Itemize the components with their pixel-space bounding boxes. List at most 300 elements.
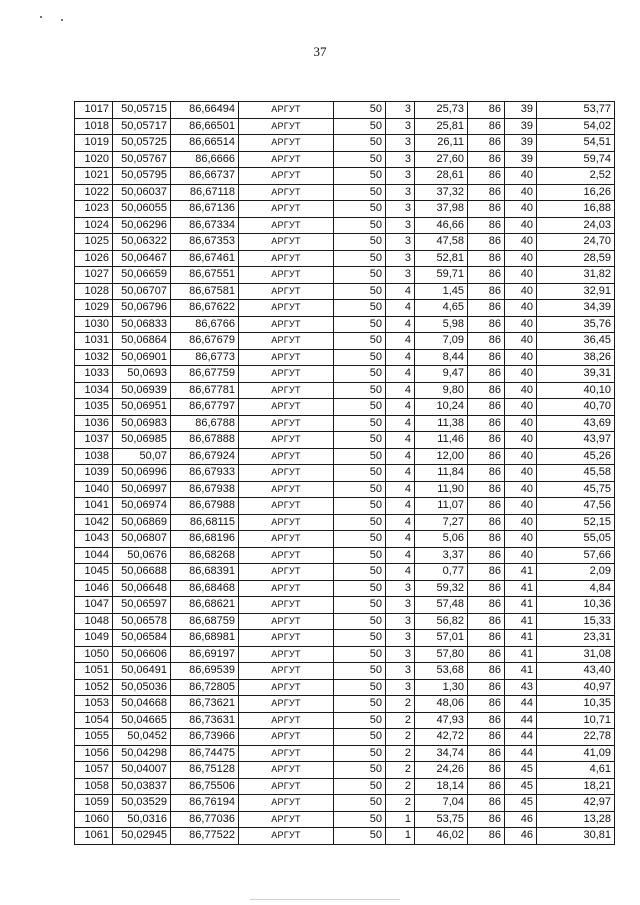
lat-seconds-cell: 1,30 [415, 679, 468, 696]
row-number-cell: 1018 [75, 118, 113, 135]
lat-minutes-cell: 1 [386, 828, 415, 845]
longitude-cell: 86,67924 [171, 448, 239, 465]
longitude-cell: 86,67136 [171, 201, 239, 218]
table-row [75, 696, 615, 713]
lat-minutes-cell: 4 [386, 316, 415, 333]
row-number-cell: 1054 [75, 712, 113, 729]
longitude-cell: 86,66501 [171, 118, 239, 135]
lon-minutes-cell: 40 [505, 399, 537, 416]
table-row [75, 250, 615, 267]
lon-seconds-cell: 40,97 [537, 679, 615, 696]
row-number-cell: 1041 [75, 498, 113, 515]
lat-seconds-cell: 11,07 [415, 498, 468, 515]
lon-seconds-cell: 22,78 [537, 729, 615, 746]
lon-seconds-cell: 4,61 [537, 762, 615, 779]
river-name-cell: АРГУТ [239, 613, 334, 630]
table-row [75, 135, 615, 152]
river-name-cell: АРГУТ [239, 102, 334, 119]
lon-seconds-cell: 54,02 [537, 118, 615, 135]
latitude-cell: 50,05767 [113, 151, 171, 168]
lon-minutes-cell: 39 [505, 135, 537, 152]
table-row [75, 267, 615, 284]
table-row [75, 168, 615, 185]
lat-degrees-cell: 50 [334, 217, 386, 234]
lat-degrees-cell: 50 [334, 448, 386, 465]
latitude-cell: 50,0693 [113, 366, 171, 383]
longitude-cell: 86,6766 [171, 316, 239, 333]
lat-minutes-cell: 4 [386, 349, 415, 366]
lon-degrees-cell: 86 [468, 679, 505, 696]
table-row [75, 679, 615, 696]
latitude-cell: 50,0676 [113, 547, 171, 564]
river-name-cell: АРГУТ [239, 300, 334, 317]
table-row [75, 481, 615, 498]
lon-seconds-cell: 43,97 [537, 432, 615, 449]
longitude-cell: 86,68621 [171, 597, 239, 614]
table-row [75, 349, 615, 366]
lat-minutes-cell: 3 [386, 679, 415, 696]
lat-minutes-cell: 4 [386, 432, 415, 449]
latitude-cell: 50,03837 [113, 778, 171, 795]
longitude-cell: 86,68196 [171, 531, 239, 548]
lon-degrees-cell: 86 [468, 151, 505, 168]
lat-seconds-cell: 52,81 [415, 250, 468, 267]
scan-speck [40, 16, 42, 18]
lon-minutes-cell: 40 [505, 283, 537, 300]
river-name-cell: АРГУТ [239, 762, 334, 779]
lon-degrees-cell: 86 [468, 762, 505, 779]
lat-minutes-cell: 3 [386, 250, 415, 267]
table-row [75, 613, 615, 630]
lon-seconds-cell: 10,35 [537, 696, 615, 713]
lat-degrees-cell: 50 [334, 481, 386, 498]
longitude-cell: 86,77522 [171, 828, 239, 845]
lon-degrees-cell: 86 [468, 300, 505, 317]
latitude-cell: 50,0316 [113, 811, 171, 828]
scan-edge-line [250, 899, 400, 900]
lon-degrees-cell: 86 [468, 267, 505, 284]
lon-seconds-cell: 45,58 [537, 465, 615, 482]
lon-degrees-cell: 86 [468, 135, 505, 152]
lon-degrees-cell: 86 [468, 597, 505, 614]
lat-minutes-cell: 1 [386, 811, 415, 828]
lat-minutes-cell: 3 [386, 646, 415, 663]
lat-minutes-cell: 4 [386, 531, 415, 548]
latitude-cell: 50,06467 [113, 250, 171, 267]
row-number-cell: 1037 [75, 432, 113, 449]
table-row [75, 151, 615, 168]
lat-seconds-cell: 11,84 [415, 465, 468, 482]
table-row [75, 399, 615, 416]
lon-seconds-cell: 57,66 [537, 547, 615, 564]
lat-seconds-cell: 34,74 [415, 745, 468, 762]
latitude-cell: 50,06707 [113, 283, 171, 300]
row-number-cell: 1017 [75, 102, 113, 119]
lat-degrees-cell: 50 [334, 283, 386, 300]
lat-minutes-cell: 2 [386, 745, 415, 762]
lon-minutes-cell: 41 [505, 597, 537, 614]
longitude-cell: 86,67759 [171, 366, 239, 383]
lon-degrees-cell: 86 [468, 613, 505, 630]
lat-minutes-cell: 3 [386, 234, 415, 251]
lon-degrees-cell: 86 [468, 663, 505, 680]
latitude-cell: 50,03529 [113, 795, 171, 812]
lat-seconds-cell: 59,32 [415, 580, 468, 597]
lon-seconds-cell: 13,28 [537, 811, 615, 828]
lat-degrees-cell: 50 [334, 432, 386, 449]
row-number-cell: 1053 [75, 696, 113, 713]
table-row [75, 234, 615, 251]
river-name-cell: АРГУТ [239, 712, 334, 729]
lon-seconds-cell: 28,59 [537, 250, 615, 267]
lat-seconds-cell: 59,71 [415, 267, 468, 284]
river-name-cell: АРГУТ [239, 498, 334, 515]
latitude-cell: 50,04007 [113, 762, 171, 779]
lat-minutes-cell: 3 [386, 597, 415, 614]
row-number-cell: 1025 [75, 234, 113, 251]
lon-seconds-cell: 41,09 [537, 745, 615, 762]
longitude-cell: 86,73966 [171, 729, 239, 746]
lon-seconds-cell: 40,10 [537, 382, 615, 399]
lon-degrees-cell: 86 [468, 745, 505, 762]
river-name-cell: АРГУТ [239, 663, 334, 680]
row-number-cell: 1042 [75, 514, 113, 531]
lat-degrees-cell: 50 [334, 333, 386, 350]
lat-seconds-cell: 27,60 [415, 151, 468, 168]
lon-minutes-cell: 40 [505, 333, 537, 350]
table-row [75, 465, 615, 482]
latitude-cell: 50,06997 [113, 481, 171, 498]
lat-minutes-cell: 3 [386, 663, 415, 680]
latitude-cell: 50,06606 [113, 646, 171, 663]
lat-degrees-cell: 50 [334, 465, 386, 482]
lon-minutes-cell: 39 [505, 151, 537, 168]
lat-minutes-cell: 2 [386, 795, 415, 812]
lon-minutes-cell: 40 [505, 432, 537, 449]
lon-minutes-cell: 40 [505, 448, 537, 465]
row-number-cell: 1044 [75, 547, 113, 564]
latitude-cell: 50,04665 [113, 712, 171, 729]
lon-degrees-cell: 86 [468, 828, 505, 845]
longitude-cell: 86,67781 [171, 382, 239, 399]
latitude-cell: 50,07 [113, 448, 171, 465]
longitude-cell: 86,68115 [171, 514, 239, 531]
lat-seconds-cell: 11,38 [415, 415, 468, 432]
river-name-cell: АРГУТ [239, 729, 334, 746]
lon-minutes-cell: 44 [505, 745, 537, 762]
row-number-cell: 1021 [75, 168, 113, 185]
lat-minutes-cell: 4 [386, 547, 415, 564]
lon-degrees-cell: 86 [468, 778, 505, 795]
lon-seconds-cell: 2,52 [537, 168, 615, 185]
table-body [75, 102, 615, 845]
lat-degrees-cell: 50 [334, 745, 386, 762]
lat-seconds-cell: 57,48 [415, 597, 468, 614]
river-name-cell: АРГУТ [239, 234, 334, 251]
lat-degrees-cell: 50 [334, 366, 386, 383]
river-name-cell: АРГУТ [239, 250, 334, 267]
lat-minutes-cell: 3 [386, 184, 415, 201]
row-number-cell: 1052 [75, 679, 113, 696]
lat-degrees-cell: 50 [334, 778, 386, 795]
lat-seconds-cell: 26,11 [415, 135, 468, 152]
page-number: 37 [313, 44, 327, 59]
latitude-cell: 50,04298 [113, 745, 171, 762]
lat-degrees-cell: 50 [334, 316, 386, 333]
lon-degrees-cell: 86 [468, 184, 505, 201]
lon-seconds-cell: 10,36 [537, 597, 615, 614]
lon-degrees-cell: 86 [468, 498, 505, 515]
lat-degrees-cell: 50 [334, 349, 386, 366]
lat-seconds-cell: 9,47 [415, 366, 468, 383]
lon-degrees-cell: 86 [468, 696, 505, 713]
lat-seconds-cell: 25,73 [415, 102, 468, 119]
longitude-cell: 86,75506 [171, 778, 239, 795]
lat-seconds-cell: 8,44 [415, 349, 468, 366]
lat-seconds-cell: 48,06 [415, 696, 468, 713]
lat-minutes-cell: 2 [386, 778, 415, 795]
lat-degrees-cell: 50 [334, 300, 386, 317]
lon-minutes-cell: 41 [505, 613, 537, 630]
lat-minutes-cell: 4 [386, 415, 415, 432]
lat-degrees-cell: 50 [334, 547, 386, 564]
longitude-cell: 86,67622 [171, 300, 239, 317]
lat-seconds-cell: 9,80 [415, 382, 468, 399]
table-row [75, 564, 615, 581]
table-row [75, 580, 615, 597]
lat-minutes-cell: 4 [386, 564, 415, 581]
table-row [75, 316, 615, 333]
longitude-cell: 86,67988 [171, 498, 239, 515]
lon-degrees-cell: 86 [468, 432, 505, 449]
row-number-cell: 1040 [75, 481, 113, 498]
table-row [75, 366, 615, 383]
row-number-cell: 1031 [75, 333, 113, 350]
lat-degrees-cell: 50 [334, 762, 386, 779]
latitude-cell: 50,06597 [113, 597, 171, 614]
lat-seconds-cell: 7,04 [415, 795, 468, 812]
longitude-cell: 86,67581 [171, 283, 239, 300]
lon-minutes-cell: 40 [505, 349, 537, 366]
river-name-cell: АРГУТ [239, 547, 334, 564]
longitude-cell: 86,6666 [171, 151, 239, 168]
river-name-cell: АРГУТ [239, 448, 334, 465]
river-name-cell: АРГУТ [239, 168, 334, 185]
lat-minutes-cell: 4 [386, 300, 415, 317]
lat-degrees-cell: 50 [334, 613, 386, 630]
lat-degrees-cell: 50 [334, 498, 386, 515]
lat-degrees-cell: 50 [334, 135, 386, 152]
river-name-cell: АРГУТ [239, 514, 334, 531]
lon-seconds-cell: 18,21 [537, 778, 615, 795]
lat-degrees-cell: 50 [334, 795, 386, 812]
lon-minutes-cell: 40 [505, 184, 537, 201]
table-row [75, 382, 615, 399]
lon-minutes-cell: 39 [505, 118, 537, 135]
latitude-cell: 50,05795 [113, 168, 171, 185]
lat-degrees-cell: 50 [334, 151, 386, 168]
latitude-cell: 50,06985 [113, 432, 171, 449]
lon-degrees-cell: 86 [468, 102, 505, 119]
lat-degrees-cell: 50 [334, 234, 386, 251]
lat-minutes-cell: 4 [386, 498, 415, 515]
lat-degrees-cell: 50 [334, 250, 386, 267]
latitude-cell: 50,05715 [113, 102, 171, 119]
lon-minutes-cell: 40 [505, 217, 537, 234]
longitude-cell: 86,69539 [171, 663, 239, 680]
lat-minutes-cell: 4 [386, 382, 415, 399]
latitude-cell: 50,06864 [113, 333, 171, 350]
lon-seconds-cell: 47,56 [537, 498, 615, 515]
longitude-cell: 86,67551 [171, 267, 239, 284]
lon-degrees-cell: 86 [468, 366, 505, 383]
lon-minutes-cell: 46 [505, 811, 537, 828]
longitude-cell: 86,68468 [171, 580, 239, 597]
lon-seconds-cell: 39,31 [537, 366, 615, 383]
lon-minutes-cell: 44 [505, 729, 537, 746]
river-name-cell: АРГУТ [239, 432, 334, 449]
longitude-cell: 86,67888 [171, 432, 239, 449]
table-row [75, 630, 615, 647]
lon-minutes-cell: 41 [505, 580, 537, 597]
lat-degrees-cell: 50 [334, 118, 386, 135]
river-name-cell: АРГУТ [239, 283, 334, 300]
river-name-cell: АРГУТ [239, 811, 334, 828]
lon-seconds-cell: 43,40 [537, 663, 615, 680]
lon-minutes-cell: 43 [505, 679, 537, 696]
longitude-cell: 86,66737 [171, 168, 239, 185]
lon-seconds-cell: 53,77 [537, 102, 615, 119]
lat-minutes-cell: 2 [386, 762, 415, 779]
table-row [75, 547, 615, 564]
lon-minutes-cell: 40 [505, 465, 537, 482]
river-name-cell: АРГУТ [239, 465, 334, 482]
lat-minutes-cell: 3 [386, 580, 415, 597]
lon-degrees-cell: 86 [468, 465, 505, 482]
lat-degrees-cell: 50 [334, 811, 386, 828]
table-row [75, 184, 615, 201]
latitude-cell: 50,06491 [113, 663, 171, 680]
longitude-cell: 86,67797 [171, 399, 239, 416]
lon-minutes-cell: 40 [505, 547, 537, 564]
longitude-cell: 86,67461 [171, 250, 239, 267]
river-name-cell: АРГУТ [239, 696, 334, 713]
lat-degrees-cell: 50 [334, 597, 386, 614]
lon-seconds-cell: 15,33 [537, 613, 615, 630]
lat-seconds-cell: 46,02 [415, 828, 468, 845]
lat-minutes-cell: 3 [386, 630, 415, 647]
lat-minutes-cell: 2 [386, 712, 415, 729]
latitude-cell: 50,06983 [113, 415, 171, 432]
river-name-cell: АРГУТ [239, 597, 334, 614]
table-row [75, 498, 615, 515]
row-number-cell: 1043 [75, 531, 113, 548]
lat-seconds-cell: 25,81 [415, 118, 468, 135]
lon-degrees-cell: 86 [468, 729, 505, 746]
lat-seconds-cell: 57,80 [415, 646, 468, 663]
lon-degrees-cell: 86 [468, 646, 505, 663]
table-row [75, 217, 615, 234]
lat-degrees-cell: 50 [334, 201, 386, 218]
lon-seconds-cell: 42,97 [537, 795, 615, 812]
lat-seconds-cell: 28,61 [415, 168, 468, 185]
table-row [75, 283, 615, 300]
lat-seconds-cell: 11,46 [415, 432, 468, 449]
river-name-cell: АРГУТ [239, 267, 334, 284]
lat-seconds-cell: 53,68 [415, 663, 468, 680]
lon-minutes-cell: 41 [505, 646, 537, 663]
latitude-cell: 50,06807 [113, 531, 171, 548]
river-name-cell: АРГУТ [239, 679, 334, 696]
longitude-cell: 86,75128 [171, 762, 239, 779]
lat-degrees-cell: 50 [334, 168, 386, 185]
lon-degrees-cell: 86 [468, 118, 505, 135]
river-name-cell: АРГУТ [239, 349, 334, 366]
row-number-cell: 1051 [75, 663, 113, 680]
row-number-cell: 1026 [75, 250, 113, 267]
row-number-cell: 1022 [75, 184, 113, 201]
lat-seconds-cell: 37,98 [415, 201, 468, 218]
latitude-cell: 50,06688 [113, 564, 171, 581]
river-name-cell: АРГУТ [239, 366, 334, 383]
lon-seconds-cell: 54,51 [537, 135, 615, 152]
row-number-cell: 1030 [75, 316, 113, 333]
coordinates-table [74, 101, 615, 845]
table-row [75, 646, 615, 663]
lat-minutes-cell: 2 [386, 729, 415, 746]
row-number-cell: 1027 [75, 267, 113, 284]
river-name-cell: АРГУТ [239, 201, 334, 218]
lon-degrees-cell: 86 [468, 382, 505, 399]
river-name-cell: АРГУТ [239, 646, 334, 663]
longitude-cell: 86,67938 [171, 481, 239, 498]
lon-seconds-cell: 4,84 [537, 580, 615, 597]
lon-minutes-cell: 40 [505, 168, 537, 185]
lon-degrees-cell: 86 [468, 234, 505, 251]
lat-degrees-cell: 50 [334, 415, 386, 432]
lat-minutes-cell: 3 [386, 151, 415, 168]
table-row [75, 663, 615, 680]
lat-degrees-cell: 50 [334, 828, 386, 845]
row-number-cell: 1045 [75, 564, 113, 581]
lat-minutes-cell: 4 [386, 481, 415, 498]
lat-degrees-cell: 50 [334, 399, 386, 416]
lat-seconds-cell: 7,09 [415, 333, 468, 350]
longitude-cell: 86,66494 [171, 102, 239, 119]
latitude-cell: 50,0452 [113, 729, 171, 746]
row-number-cell: 1036 [75, 415, 113, 432]
river-name-cell: АРГУТ [239, 316, 334, 333]
river-name-cell: АРГУТ [239, 118, 334, 135]
table-row [75, 745, 615, 762]
longitude-cell: 86,77036 [171, 811, 239, 828]
lon-minutes-cell: 40 [505, 201, 537, 218]
lon-seconds-cell: 52,15 [537, 514, 615, 531]
latitude-cell: 50,06996 [113, 465, 171, 482]
lat-degrees-cell: 50 [334, 580, 386, 597]
scan-speck [61, 19, 63, 21]
lat-degrees-cell: 50 [334, 102, 386, 119]
lon-degrees-cell: 86 [468, 217, 505, 234]
lat-seconds-cell: 3,37 [415, 547, 468, 564]
lat-minutes-cell: 4 [386, 333, 415, 350]
lon-minutes-cell: 45 [505, 795, 537, 812]
lat-seconds-cell: 57,01 [415, 630, 468, 647]
latitude-cell: 50,06648 [113, 580, 171, 597]
river-name-cell: АРГУТ [239, 828, 334, 845]
latitude-cell: 50,06939 [113, 382, 171, 399]
latitude-cell: 50,06833 [113, 316, 171, 333]
